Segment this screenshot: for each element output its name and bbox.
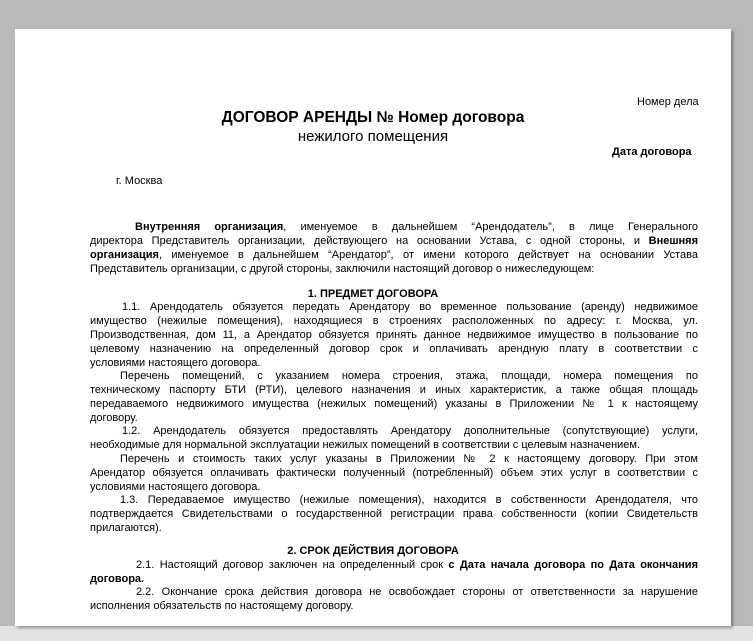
preamble-line: Внутренняя организация, именуемое в дальнейшем “Арендодатель”, в лице Генерального (135, 221, 698, 233)
document-title: ДОГОВОР АРЕНДЫ № Номер договора (221, 109, 525, 126)
clause-2-2: 2.2. Окончание срока действия договора не освобождает стороны от ответственности за нарушение исполнения обязательств по настоящему договору. (90, 586, 698, 612)
contract-term: с Дата начала договора по Дата окончания (448, 559, 698, 571)
lessee-name-part2: организация (90, 248, 159, 261)
section-1-heading: 1. ПРЕДМЕТ ДОГОВОРА (307, 288, 439, 300)
preamble-paragraph (90, 221, 698, 277)
lessee-name-part1: Внешняя (648, 234, 698, 247)
services-paragraph: Перечень и стоимость таких услуг указаны в Приложении № 2 к настоящему договору. При этом Арендатор обязуется оплачивать фактически полученный (потребленный) объем этих услуг в соответствии с условиями настоящего договора. (90, 453, 698, 493)
contract-date: Дата договора (612, 146, 692, 158)
document-page (15, 29, 731, 626)
preamble-line: Представитель организации, с другой стороны, заключили настоящий договор о нижеследующем: (90, 262, 595, 275)
lessor-name: Внутренняя организация (135, 221, 284, 233)
preamble-line: организация, именуемое в дальнейшем “Арендатор”, от имени которого действует на основании Устава (90, 248, 698, 261)
clause-2-1: 2.1. Настоящий договор заключен на определенный срок с Дата начала договора по Дата окончания договора. (90, 559, 698, 585)
document-subtitle: нежилого помещения (297, 128, 449, 145)
clause-1-2: 1.2. Арендодатель обязуется предоставлять Арендатору дополнительные (сопутствующие) услуги, необходимые для нормальной эксплуатации нежилых помещений в соответствии с целевым назначением. (90, 425, 698, 451)
premises-list-paragraph: Перечень помещений, с указанием номера строения, этажа, площади, номера помещения по техническому паспорту БТИ (РТИ), целевого назначения и иных характеристик, а также общая площадь передаваемого недвижимого имущества (нежилых помещений) указаны в Приложении № 1 к настоящему договору. (90, 370, 698, 424)
case-number: Номер дела (637, 96, 699, 108)
preamble-line: директора Представитель организации, действующего на основании Устава, с одной стороны, и Внешняя (90, 234, 698, 247)
contract-city: г. Москва (116, 175, 163, 187)
clause-1-1: 1.1. Арендодатель обязуется передать Арендатору во временное пользование (аренду) недвижимое имущество (нежилые помещения), находящиеся в строениях расположенных по адресу: г. Москва, ул. Производственная, дом 11, а Арендатор обязуется принять данное недвижимое имущество в пользование по целевому назначению на определенный договор срок и оплачивать арендную плату в соответствии с условиями настоящего договора. (90, 301, 698, 369)
viewer-bottom-bar (0, 626, 753, 641)
clause-1-3: 1.3. Передаваемое имущество (нежилые помещения), находится в собственности Арендодателя, что подтверждается Свидетельствами о государственной регистрации права собственности (копии Свидетельств прилагаются). (90, 494, 698, 534)
section-2-heading: 2. СРОК ДЕЙСТВИЯ ДОГОВОРА (287, 545, 459, 557)
